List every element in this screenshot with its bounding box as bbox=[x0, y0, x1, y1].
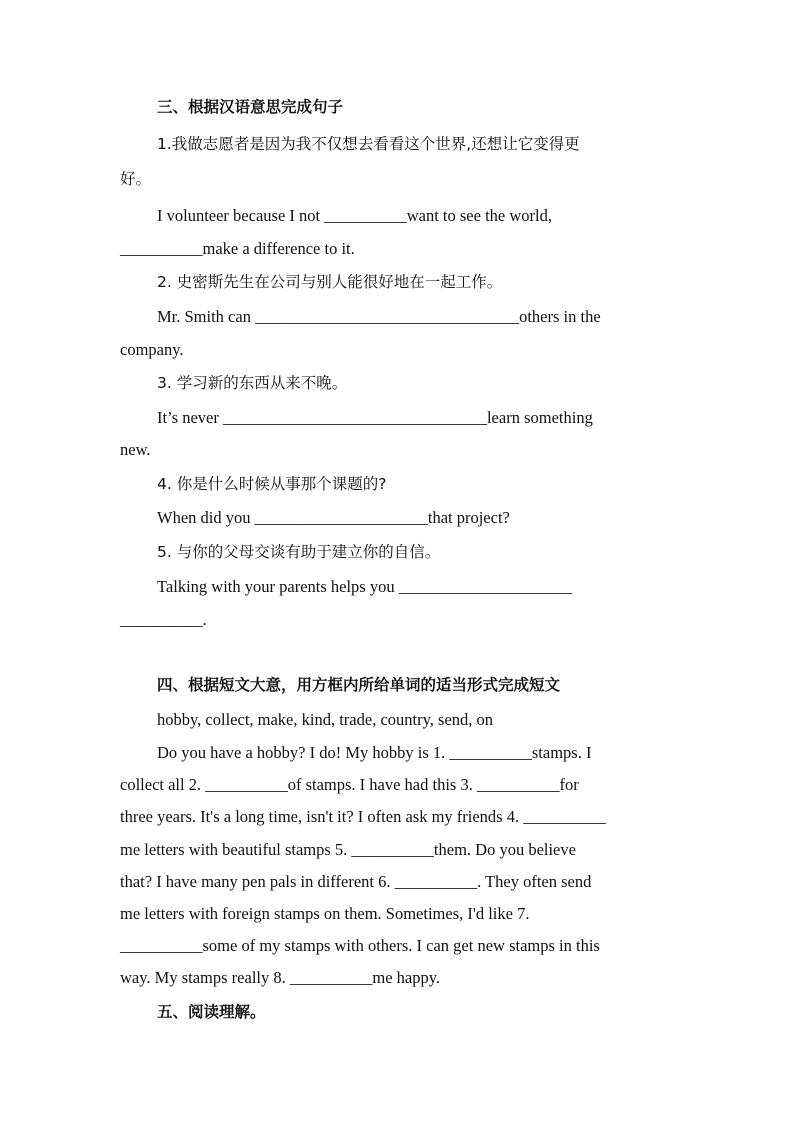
passage-line: that? I have many pen pals in different 6. __________. They often send bbox=[120, 872, 592, 891]
q1-chinese-line-1: 1.我做志愿者是因为我不仅想去看看这个世界,还想让它变得更 bbox=[157, 135, 580, 153]
section-3-heading: 三、根据汉语意思完成句子 bbox=[157, 98, 344, 116]
q5-english-line-2: __________. bbox=[120, 610, 207, 629]
passage-line: three years. It's a long time, isn't it? I often ask my friends 4. __________ bbox=[120, 807, 606, 826]
passage-line: __________some of my stamps with others. I can get new stamps in this bbox=[120, 936, 600, 955]
q5-chinese: 5. 与你的父母交谈有助于建立你的自信。 bbox=[157, 543, 441, 561]
q2-english-line-2: company. bbox=[120, 340, 184, 359]
q5-english-line-1: Talking with your parents helps you _____________________ bbox=[157, 577, 572, 596]
q1-english-line-1: I volunteer because I not __________want to see the world, bbox=[157, 206, 552, 225]
q3-english-line-1: It’s never ________________________________learn something bbox=[157, 408, 593, 427]
q1-chinese-line-2: 好。 bbox=[120, 170, 152, 188]
passage-line: me letters with foreign stamps on them. Sometimes, I'd like 7. bbox=[120, 904, 530, 923]
passage-line: me letters with beautiful stamps 5. __________them. Do you believe bbox=[120, 840, 576, 859]
passage-line: way. My stamps really 8. __________me happy. bbox=[120, 968, 441, 987]
q1-english-line-2: __________make a difference to it. bbox=[120, 239, 355, 258]
q3-chinese: 3. 学习新的东西从来不晚。 bbox=[157, 374, 348, 392]
q3-english-line-2: new. bbox=[120, 440, 151, 459]
q2-english-line-1: Mr. Smith can ________________________________others in the bbox=[157, 307, 601, 326]
q4-chinese: 4. 你是什么时候从事那个课题的? bbox=[157, 475, 387, 493]
word-bank: hobby, collect, make, kind, trade, country, send, on bbox=[157, 710, 494, 729]
q2-chinese: 2. 史密斯先生在公司与别人能很好地在一起工作。 bbox=[157, 273, 503, 291]
passage-line: collect all 2. __________of stamps. I have had this 3. __________for bbox=[120, 775, 579, 794]
section-5-heading: 五、阅读理解。 bbox=[157, 1003, 266, 1021]
passage-line: Do you have a hobby? I do! My hobby is 1. __________stamps. I bbox=[157, 743, 592, 762]
section-4-heading: 四、根据短文大意，用方框内所给单词的适当形式完成短文 bbox=[157, 676, 561, 694]
q4-english: When did you _____________________that project? bbox=[157, 508, 510, 527]
